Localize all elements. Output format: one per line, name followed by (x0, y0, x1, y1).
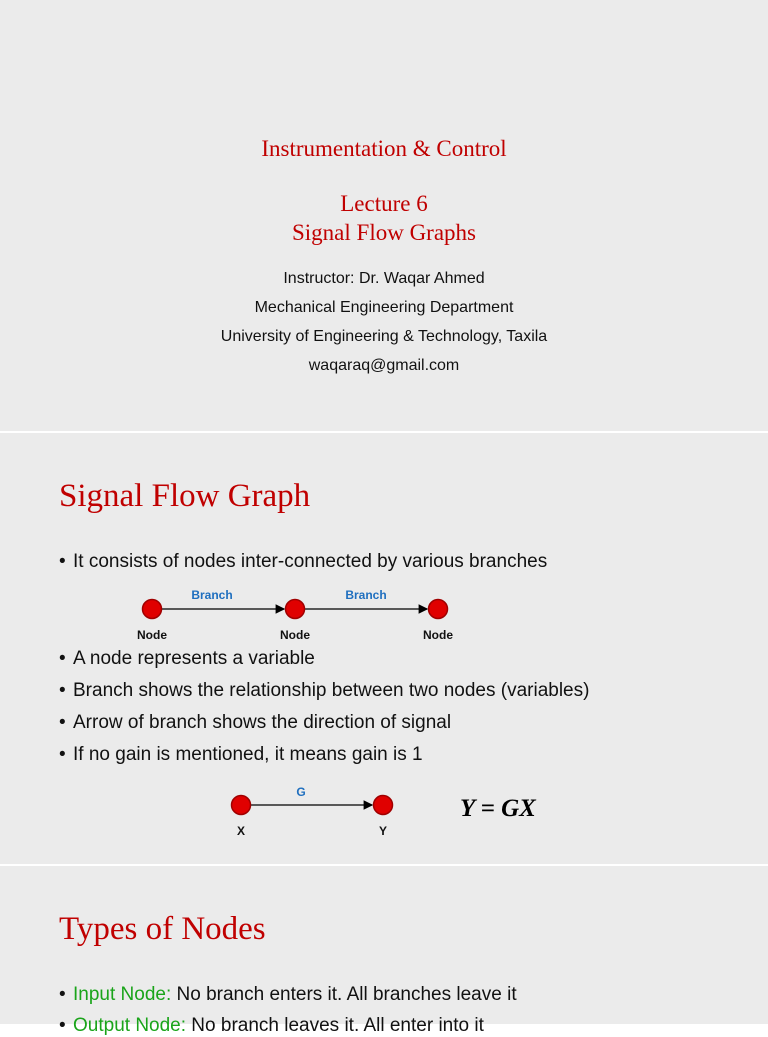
slide-title: Signal Flow Graph (59, 478, 311, 514)
bullet-text: Arrow of branch shows the direction of signal (73, 712, 452, 733)
node-circle-1 (143, 600, 162, 619)
department-line: Mechanical Engineering Department (254, 299, 514, 316)
branch-label-1: Branch (191, 588, 233, 602)
node-label-1: Node (137, 628, 167, 642)
bullet-item (59, 648, 315, 670)
node-circle-3 (429, 600, 448, 619)
bullet-text: A node represents a variable (73, 648, 315, 669)
bullet-item (59, 984, 517, 1006)
bullet-term: Input Node: (73, 984, 172, 1005)
bullet-item (59, 1015, 484, 1037)
bullet-text: If no gain is mentioned, it means gain is 1 (73, 744, 423, 765)
instructor-line: Instructor: Dr. Waqar Ahmed (283, 270, 485, 287)
university-line: University of Engineering & Technology, Taxila (220, 328, 548, 345)
gain-label: G (296, 785, 306, 799)
node-circle-y (374, 796, 393, 815)
slide-title: Types of Nodes (59, 911, 266, 947)
lecture-topic: Signal Flow Graphs (292, 220, 476, 245)
bullet-term: Output Node: (73, 1015, 187, 1036)
signal-flow-graph-slide (0, 433, 768, 864)
gain-diagram (214, 783, 414, 845)
bullet-item (59, 744, 423, 766)
types-of-nodes-slide (0, 866, 768, 1036)
course-title: Instrumentation & Control (261, 136, 507, 161)
bullet-item (59, 712, 451, 734)
node-circle-x (232, 796, 251, 815)
title-slide (0, 0, 768, 431)
node-label-3: Node (423, 628, 453, 642)
equation: Y = GX (460, 795, 536, 822)
node-circle-2 (286, 600, 305, 619)
bullet-text: Branch shows the relationship between two nodes (variables) (73, 680, 590, 701)
bullet-item (59, 551, 547, 573)
bullet-dot: • (59, 1015, 66, 1036)
bullet-text: No branch enters it. All branches leave it (171, 984, 517, 1005)
bullet-dot: • (59, 984, 66, 1005)
node-label-x: X (236, 824, 246, 838)
bullet-dot: • (59, 744, 66, 765)
bullet-dot: • (59, 648, 66, 669)
bullet-dot: • (59, 680, 66, 701)
node-label-2: Node (280, 628, 310, 642)
node-label-y: Y (378, 824, 388, 838)
lecture-number: Lecture 6 (340, 191, 428, 216)
email-line: waqaraq@gmail.com (308, 357, 460, 374)
bullet-text: No branch leaves it. All enter into it (186, 1015, 484, 1036)
node-branch-diagram (120, 583, 480, 647)
branch-label-2: Branch (345, 588, 387, 602)
bullet-dot: • (59, 551, 66, 572)
bullet-item (59, 680, 589, 702)
bullet-text: It consists of nodes inter-connected by various branches (73, 551, 548, 572)
bullet-dot: • (59, 712, 66, 733)
